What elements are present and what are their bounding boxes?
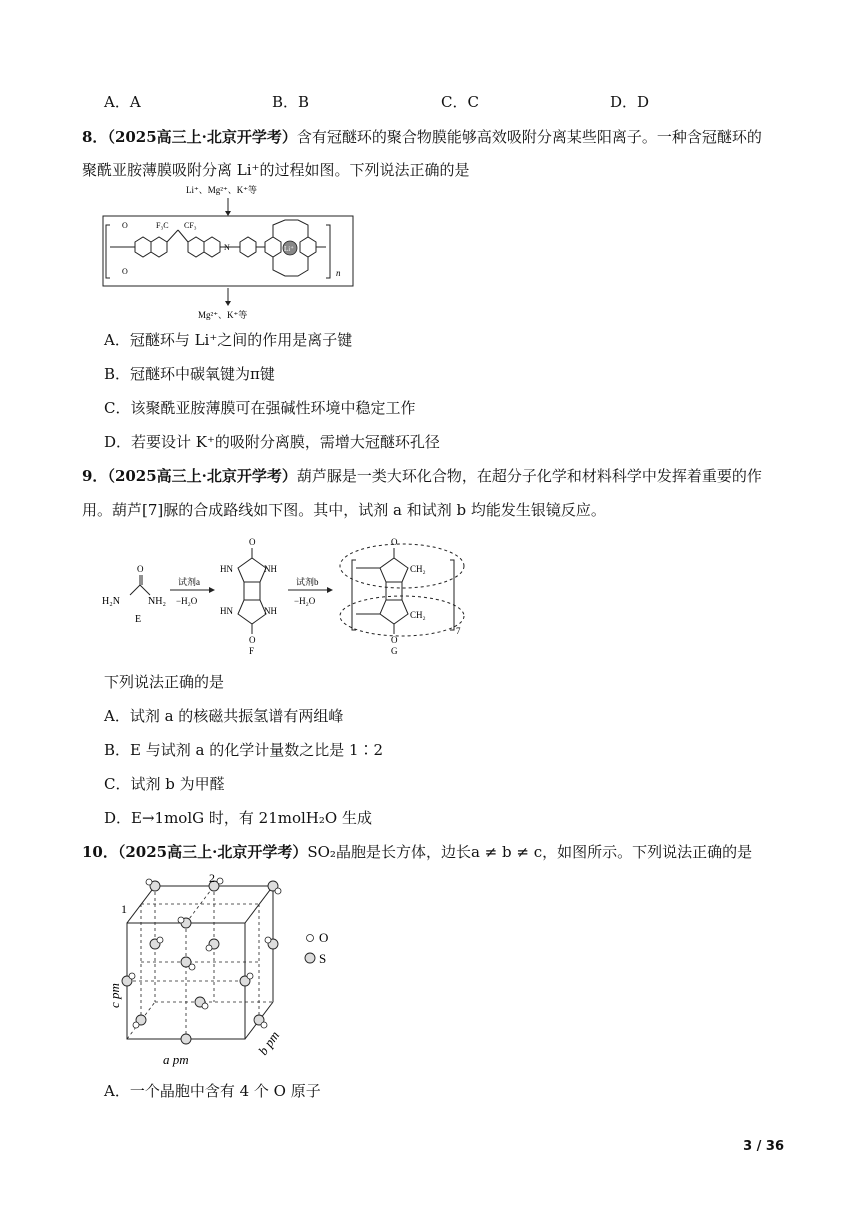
q9-stem-line2: 用。葫芦[7]脲的合成路线如下图。其中，试剂 a 和试剂 b 均能发生银镜反应。 — [82, 501, 606, 519]
q9-e-right: NH₂ — [148, 596, 166, 607]
q8-atom-n: N — [224, 243, 230, 252]
q8-figure-polyimide — [100, 180, 360, 330]
q8-center-ion: Li⁺ — [284, 245, 294, 253]
q9-g-repeat: 7 — [456, 626, 461, 636]
q10-label-2: 2 — [209, 871, 215, 885]
q7-option-a: A．A — [104, 93, 141, 111]
q9-g-o1: O — [391, 537, 398, 547]
q10-option-a: A．一个晶胞中含有 4 个 O 原子 — [104, 1082, 321, 1100]
q10-number: 10． — [82, 843, 118, 861]
q9-arrow2-top: 试剂b — [296, 577, 319, 587]
q9-f-hn1: HN — [220, 564, 233, 574]
q7-option-d: D．D — [610, 93, 650, 111]
q9-option-c: C．试剂 b 为甲醛 — [104, 775, 225, 793]
q8-option-b: B．冠醚环中碳氧键为π键 — [104, 365, 275, 383]
q8-source: （2025高三上·北京开学考） — [107, 128, 297, 146]
q9-arrow1-top: 试剂a — [178, 577, 200, 587]
q9-e-label: E — [135, 614, 142, 625]
q9-f-o1: O — [249, 537, 256, 547]
q10-label-1: 1 — [121, 902, 127, 916]
q10-legend-o: O — [319, 930, 329, 945]
q8-number: 8． — [82, 128, 108, 146]
q10-source: （2025高三上·北京开学考） — [117, 843, 308, 861]
q9-g-ch2-2: CH₂ — [410, 610, 426, 620]
q9-source: （2025高三上·北京开学考） — [107, 467, 297, 485]
q7-options — [104, 91, 704, 111]
q7-option-c: C．C — [441, 93, 479, 111]
q9-f-o2: O — [249, 635, 256, 645]
q8-atom-o1: O — [122, 221, 128, 230]
q8-option-d: D．若要设计 K⁺的吸附分离膜，需增大冠醚环孔径 — [104, 433, 440, 451]
q9-arrow2-bottom: −H₂O — [294, 596, 316, 606]
q8-option-c: C．该聚酰亚胺薄膜可在强碱性环境中稳定工作 — [104, 399, 416, 417]
q9-g-ch2-1: CH₂ — [410, 564, 426, 574]
q8-stem-line2: 聚酰亚胺薄膜吸附分离 Li⁺的过程如图。下列说法正确的是 — [82, 161, 470, 179]
q9-figure-synthesis — [100, 530, 480, 655]
q8-cf3-right: CF₃ — [184, 221, 197, 230]
q9-g-o2: O — [391, 635, 398, 645]
q8-top-label: Li⁺、Mg²⁺、K⁺等 — [186, 185, 257, 195]
q8-stem-text1: 含有冠醚环的聚合物膜能够高效吸附分离某些阳离子。一种含冠醚环的 — [296, 128, 762, 146]
page-number: 3 / 36 — [743, 1139, 784, 1154]
q9-prompt: 下列说法正确的是 — [104, 673, 225, 691]
q10-stem — [82, 842, 752, 862]
q8-repeat-n: n — [336, 268, 341, 278]
q9-arrow1-bottom: −H₂O — [176, 596, 198, 606]
q9-option-a: A．试剂 a 的核磁共振氢谱有两组峰 — [104, 707, 344, 725]
q9-f-nh2: NH — [264, 606, 277, 616]
q9-f-hn2: HN — [220, 606, 233, 616]
q10-figure-crystal-cell — [105, 868, 355, 1068]
q9-option-d: D．E→1molG 时，有 21molH₂O 生成 — [104, 809, 372, 827]
q9-stem-line1 — [82, 466, 762, 486]
q10-axis-b: b pm — [255, 1028, 283, 1058]
q9-g-label: G — [391, 646, 398, 655]
q8-bottom-label: Mg²⁺、K⁺等 — [198, 310, 248, 320]
q9-option-b: B．E 与试剂 a 的化学计量数之比是 1∶2 — [104, 741, 384, 759]
q10-axis-a: a pm — [163, 1052, 189, 1067]
q9-f-label: F — [249, 646, 255, 655]
q9-stem-text1: 葫芦脲是一类大环化合物，在超分子化学和材料科学中发挥着重要的作 — [296, 467, 762, 485]
q9-number: 9． — [82, 467, 108, 485]
q8-stem-line1 — [82, 127, 762, 147]
q10-legend-s: S — [319, 951, 327, 966]
q8-atom-o2: O — [122, 267, 128, 276]
q8-cf3-left: F₃C — [156, 221, 169, 230]
q7-option-b: B．B — [272, 93, 310, 111]
q9-e-oxygen: O — [137, 564, 144, 574]
q10-axis-c: c pm — [107, 983, 122, 1008]
q9-e-left: H₂N — [102, 596, 120, 607]
q10-stem-text: SO₂晶胞是长方体，边长a ≠ b ≠ c，如图所示。下列说法正确的是 — [307, 843, 753, 861]
q9-f-nh1: NH — [264, 564, 277, 574]
q8-option-a: A．冠醚环与 Li⁺之间的作用是离子键 — [104, 331, 353, 349]
